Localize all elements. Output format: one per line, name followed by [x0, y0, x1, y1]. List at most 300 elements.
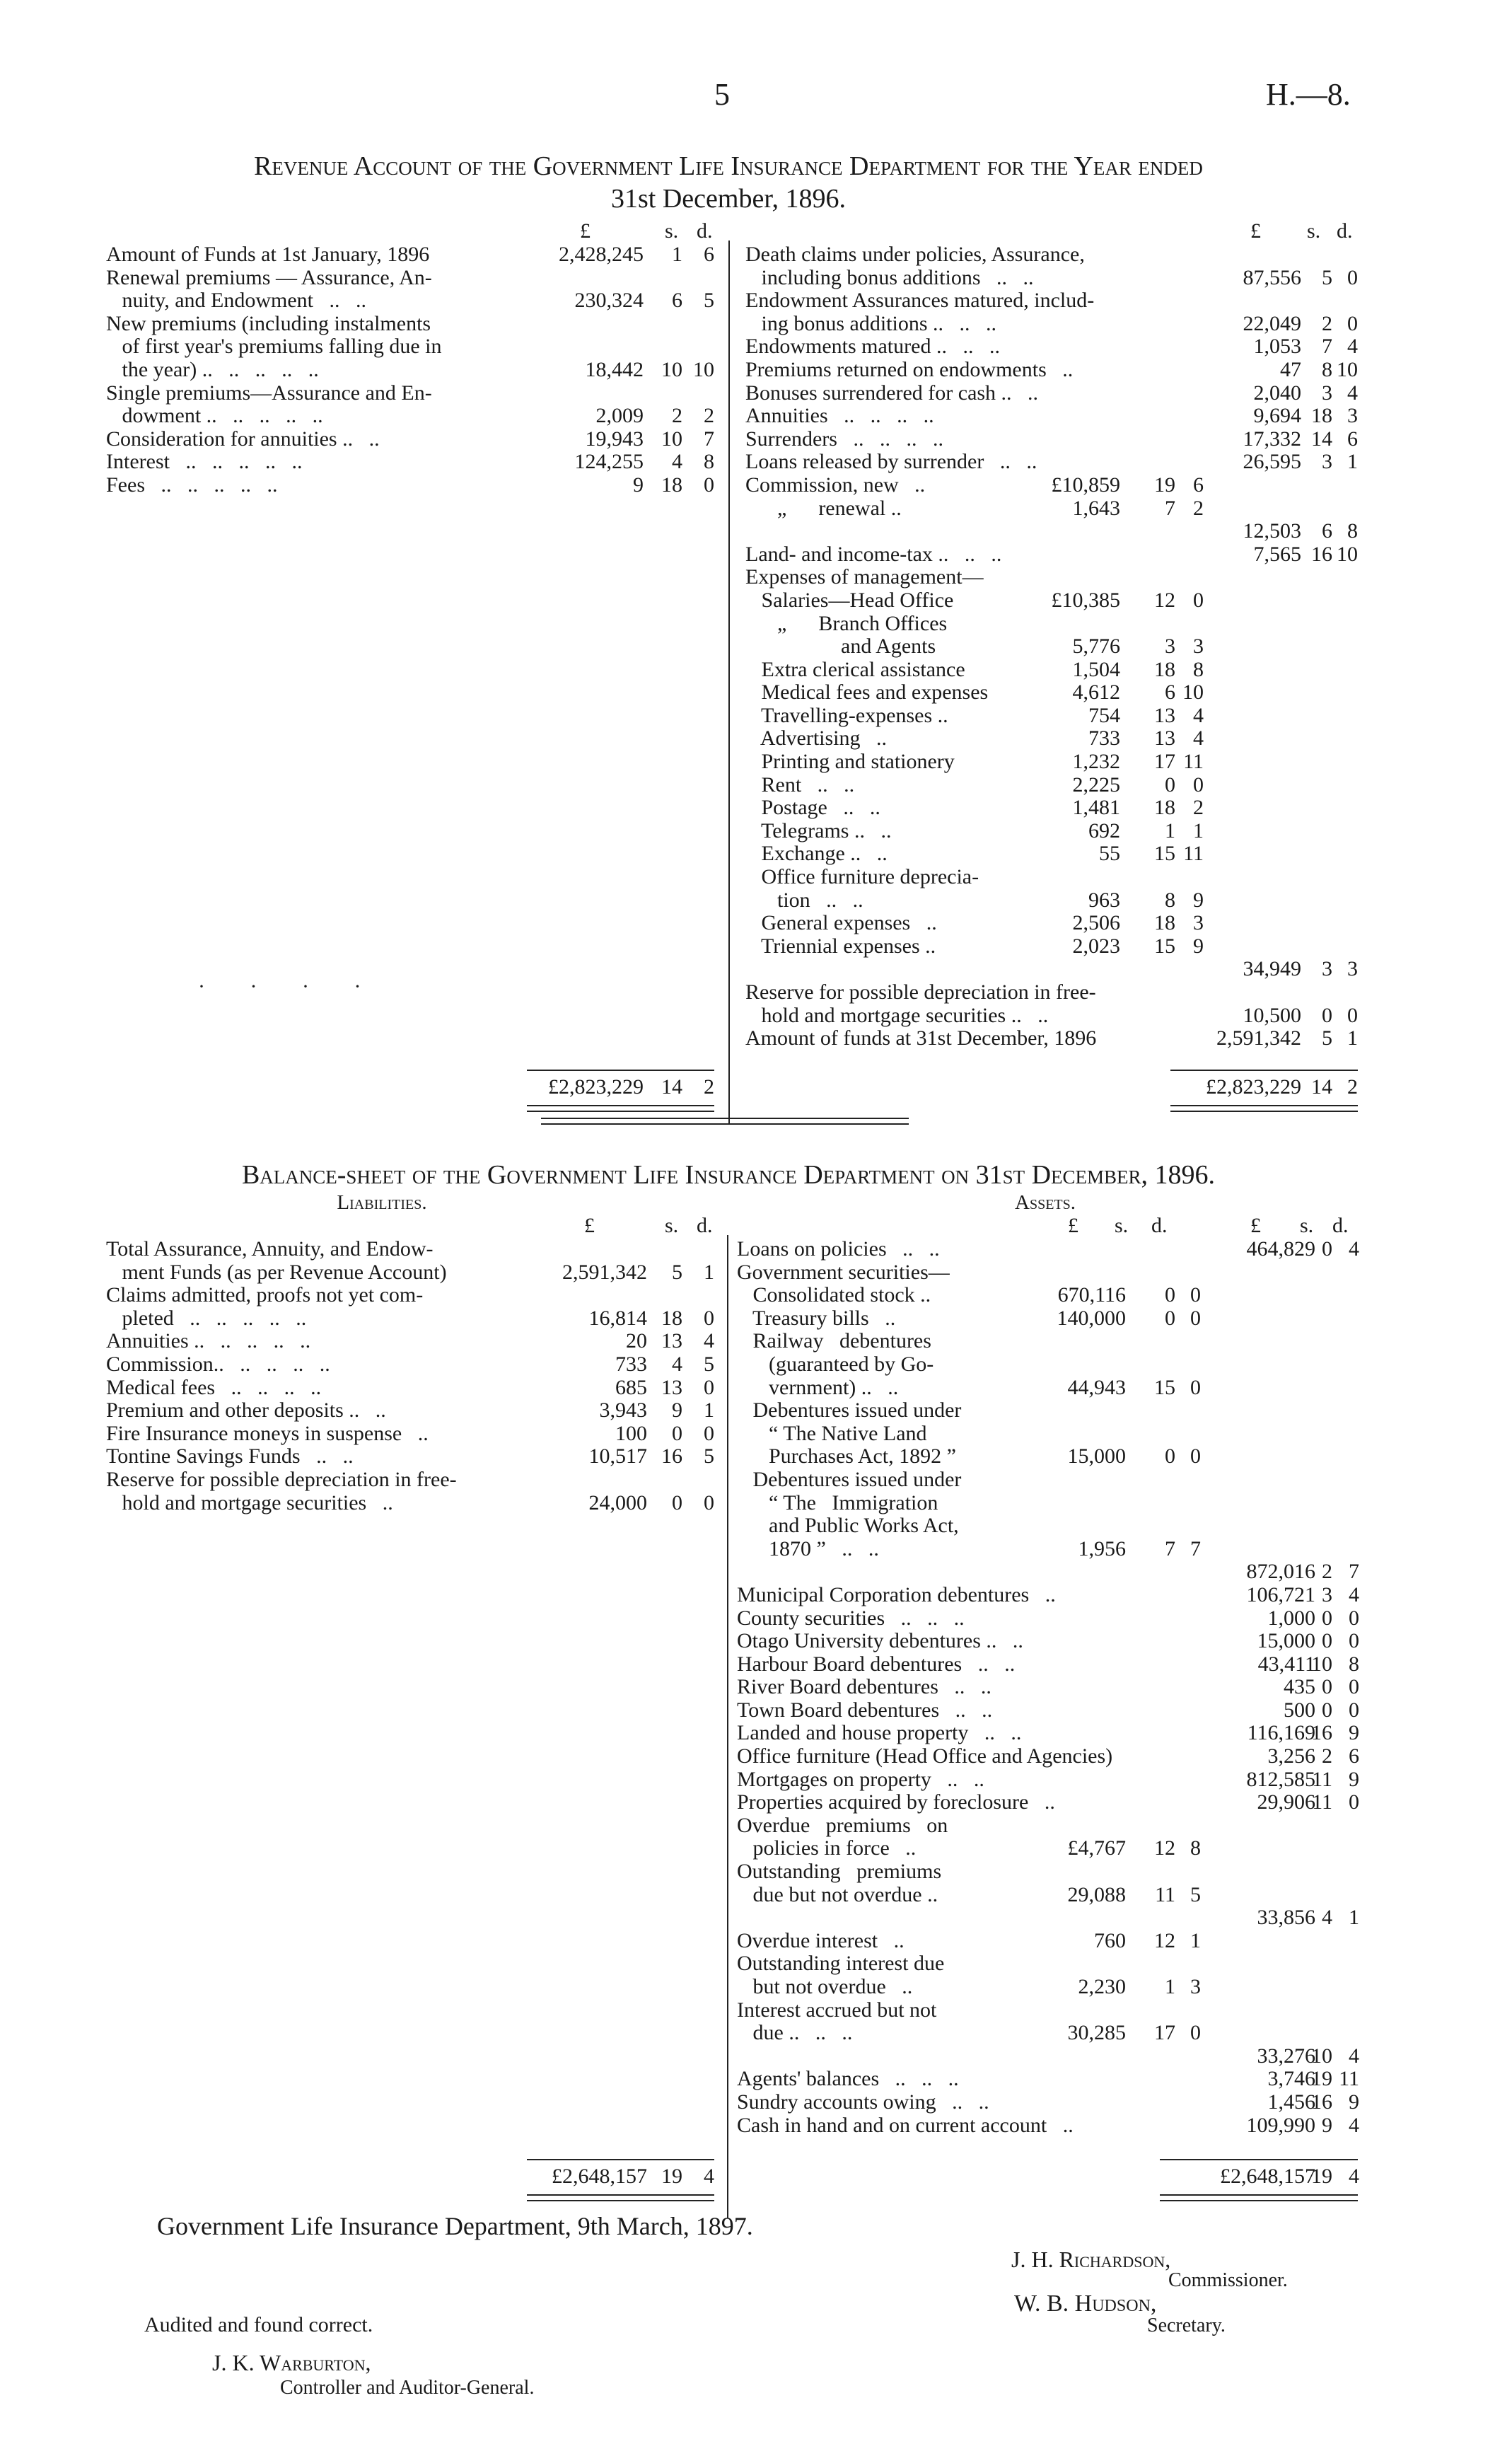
row-label: Salaries—Head Office	[745, 588, 954, 612]
table-row	[737, 1976, 1361, 1999]
pound-header: £	[584, 1214, 595, 1237]
revenue-right-double-rule	[1170, 1105, 1358, 1112]
row-label: Overdue premiums on	[737, 1813, 948, 1837]
pounds: 10,517	[588, 1444, 647, 1469]
row-label: Claims admitted, proofs not yet com-	[106, 1283, 424, 1307]
row-label: Extra clerical assistance	[745, 657, 965, 681]
row-label: Railway debentures	[737, 1329, 931, 1353]
table-row	[737, 1814, 1361, 1838]
pence: 0	[1347, 265, 1358, 289]
table-row	[737, 1653, 1361, 1676]
table-row	[745, 451, 1361, 474]
table-row	[737, 1768, 1361, 1792]
inner-pence: 0	[1193, 588, 1204, 612]
row-label: County securities .. .. ..	[737, 1606, 965, 1630]
inner-pence: 6	[1193, 473, 1204, 497]
inner-pounds: 2,230	[1078, 1975, 1126, 1998]
table-row	[106, 243, 721, 267]
row-label: Rent .. ..	[745, 772, 855, 797]
pounds: 2,591,342	[562, 1260, 647, 1284]
table-row	[106, 1492, 721, 1515]
shillings: 10	[1311, 1652, 1332, 1676]
table-row	[106, 1445, 721, 1469]
row-label: ment Funds (as per Revenue Account)	[106, 1260, 447, 1284]
row-label: but not overdue ..	[737, 1975, 913, 1998]
inner-pence: 11	[1183, 842, 1204, 866]
inner-shillings: 12	[1154, 1928, 1175, 1952]
pounds: 34,949	[1243, 957, 1301, 981]
table-row	[737, 2091, 1361, 2114]
inner-pounds: 2,225	[1072, 772, 1120, 797]
inner-pence: 2	[1193, 496, 1204, 520]
row-label: Debentures issued under	[737, 1398, 962, 1423]
shillings: 4	[1322, 1906, 1332, 1930]
pounds: 22,049	[1243, 311, 1301, 335]
inner-shillings: 17	[1154, 2021, 1175, 2045]
inner-pence: 10	[1182, 680, 1204, 705]
row-label: Travelling-expenses ..	[745, 703, 948, 727]
inner-pence: 1	[1193, 818, 1204, 842]
row-label: Total Assurance, Annuity, and Endow-	[106, 1237, 434, 1261]
inner-pounds: 29,088	[1067, 1882, 1126, 1906]
table-row	[745, 751, 1361, 774]
table-row	[737, 1860, 1361, 1884]
pounds: 3,943	[599, 1398, 647, 1423]
assets-total-rule	[1160, 2159, 1358, 2160]
table-row	[737, 1676, 1361, 1699]
commissioner-name: J. H. Richardson,	[1011, 2247, 1171, 2272]
table-row	[745, 820, 1361, 843]
shillings: 16	[661, 1444, 682, 1469]
inner-pounds: 733	[1088, 726, 1120, 751]
shillings: 0	[1322, 1698, 1332, 1722]
row-label: due .. .. ..	[737, 2021, 853, 2045]
pence: 8	[704, 450, 714, 474]
row-label: policies in force ..	[737, 1836, 917, 1860]
shillings: 9	[672, 1398, 682, 1423]
shillings: 8	[1322, 357, 1332, 381]
row-label: „ renewal ..	[745, 496, 902, 520]
pounds: 1,000	[1267, 1606, 1315, 1630]
pounds: 124,255	[574, 450, 644, 474]
table-row	[106, 1423, 721, 1446]
shillings: 9	[1322, 2113, 1332, 2137]
shillings: 13	[661, 1329, 682, 1353]
table-row	[106, 382, 721, 405]
row-label: Renewal premiums — Assurance, An-	[106, 265, 432, 289]
row-label: Fees .. .. .. .. ..	[106, 473, 278, 497]
shillings: 2	[1322, 1560, 1332, 1584]
pence: 0	[1347, 1003, 1358, 1027]
pence: 4	[1349, 1237, 1359, 1261]
inner-pounds: 963	[1088, 888, 1120, 912]
total-shillings: 19	[661, 2165, 682, 2188]
row-label: Commission.. .. .. .. ..	[106, 1352, 330, 1376]
pence: 5	[704, 1444, 714, 1469]
row-label: General expenses ..	[745, 911, 937, 935]
table-row	[106, 313, 721, 336]
shillings: 2	[1322, 311, 1332, 335]
pence: 0	[1349, 1606, 1359, 1630]
pence: 10	[1337, 542, 1358, 566]
row-label: Sundry accounts owing .. ..	[737, 2090, 989, 2114]
row-label: Loans on policies .. ..	[737, 1237, 940, 1261]
inner-shillings: 12	[1154, 588, 1175, 612]
table-row	[106, 405, 721, 428]
total-pence: 2	[1347, 1075, 1358, 1099]
shillings: 4	[672, 450, 682, 474]
liabilities-heading: Liabilities.	[337, 1191, 427, 1214]
inner-pence: 4	[1193, 703, 1204, 727]
table-row	[106, 1284, 721, 1307]
revenue-bottom-double-rule	[541, 1118, 909, 1125]
shillings: 16	[1311, 542, 1332, 566]
revenue-title: Revenue Account of the Government Life Insurance Department for the Year ended	[254, 151, 1203, 181]
pence: 0	[1349, 1790, 1359, 1814]
table-row	[745, 313, 1361, 336]
row-label: Outstanding interest due	[737, 1952, 945, 1976]
row-label: Consideration for annuities .. ..	[106, 427, 380, 451]
total-pounds: £2,648,157	[1220, 2165, 1315, 2188]
shillings: 2	[672, 404, 682, 428]
table-row	[737, 1330, 1361, 1353]
table-row	[745, 267, 1361, 290]
table-row	[737, 1837, 1361, 1860]
row-label: including bonus additions .. ..	[745, 265, 1034, 289]
inner-shillings: 18	[1154, 796, 1175, 820]
table-row	[737, 1423, 1361, 1446]
row-label: Landed and house property .. ..	[737, 1721, 1022, 1745]
inner-shillings: 0	[1165, 1306, 1175, 1330]
table-row	[737, 1884, 1361, 1907]
shillings: 3	[1322, 381, 1332, 405]
row-label: Bonuses surrendered for cash .. ..	[745, 381, 1039, 405]
inner-pence: 0	[1190, 1444, 1201, 1469]
inner-shillings: 13	[1154, 703, 1175, 727]
table-row	[745, 543, 1361, 567]
table-row	[737, 2045, 1361, 2068]
pounds: 26,595	[1243, 450, 1301, 474]
shillings: 10	[1311, 2044, 1332, 2068]
pence: 8	[1347, 519, 1358, 543]
shillings: 6	[1322, 519, 1332, 543]
shillings: 5	[1322, 1026, 1332, 1050]
revenue-left-total	[106, 1075, 721, 1099]
pence-header: d.	[1332, 1214, 1349, 1237]
row-label: Telegrams .. ..	[745, 818, 892, 842]
pounds: 33,856	[1257, 1906, 1315, 1930]
table-row	[737, 1745, 1361, 1768]
liabilities-double-rule	[527, 2194, 714, 2201]
shillings: 2	[1322, 1744, 1332, 1768]
pounds: 9	[633, 473, 644, 497]
table-row	[737, 1399, 1361, 1423]
pounds: 18,442	[585, 357, 644, 381]
pounds: 733	[615, 1352, 647, 1376]
row-label: Town Board debentures .. ..	[737, 1698, 993, 1722]
table-row	[737, 1952, 1361, 1976]
table-row	[745, 797, 1361, 820]
pence: 4	[1349, 1582, 1359, 1606]
audited-line: Audited and found correct.	[144, 2313, 373, 2336]
inner-pounds: 670,116	[1057, 1283, 1126, 1307]
pounds: 20	[626, 1329, 647, 1353]
pence: 1	[704, 1260, 714, 1284]
shillings: 19	[1311, 2067, 1332, 2091]
shillings-header: s.	[1307, 219, 1321, 243]
table-row	[745, 774, 1361, 797]
shillings: 0	[1322, 1237, 1332, 1261]
row-label: nuity, and Endowment .. ..	[106, 289, 367, 313]
shillings: 13	[661, 1375, 682, 1399]
row-label: Reserve for possible depreciation in free-	[106, 1467, 457, 1491]
assets-heading: Assets.	[1015, 1191, 1076, 1214]
shillings: 5	[672, 1260, 682, 1284]
inner-pence: 9	[1193, 934, 1204, 958]
liabilities-total	[106, 2165, 721, 2189]
pounds: 17,332	[1243, 427, 1301, 451]
table-row	[737, 1560, 1361, 1584]
revenue-left-double-rule	[527, 1105, 714, 1112]
table-row	[106, 335, 721, 359]
revenue-left-total-rule	[527, 1070, 714, 1071]
table-row	[106, 1261, 721, 1285]
revenue-payments-table	[745, 243, 1361, 1050]
pence: 8	[1349, 1652, 1359, 1676]
pence: 9	[1349, 1721, 1359, 1745]
row-label: Triennial expenses ..	[745, 934, 936, 958]
department-date-line: Government Life Insurance Department, 9th March, 1897.	[157, 2212, 753, 2240]
pence: 5	[704, 289, 714, 313]
row-label: Premium and other deposits .. ..	[106, 1398, 386, 1423]
table-row	[737, 1906, 1361, 1930]
row-label: Amount of Funds at 1st January, 1896	[106, 243, 430, 266]
inner-shillings: 6	[1165, 680, 1175, 705]
inner-pounds: 1,643	[1072, 496, 1120, 520]
row-label: 1870 ” .. ..	[737, 1536, 879, 1560]
table-row	[745, 981, 1361, 1004]
shillings: 1	[672, 243, 682, 266]
inner-pounds: 1,956	[1078, 1536, 1126, 1560]
pence: 7	[704, 427, 714, 451]
table-row	[106, 289, 721, 313]
balance-currency-headers	[0, 1214, 1512, 1238]
row-label: Harbour Board debentures .. ..	[737, 1652, 1016, 1676]
revenue-title-date: 31st December, 1896.	[611, 184, 846, 214]
table-row	[106, 1399, 721, 1423]
pounds: 109,990	[1246, 2113, 1315, 2137]
row-label: tion .. ..	[745, 888, 863, 912]
row-label: Cash in hand and on current account ..	[737, 2113, 1074, 2137]
row-label: Properties acquired by foreclosure ..	[737, 1790, 1055, 1814]
row-label: and Public Works Act,	[737, 1514, 959, 1538]
inner-pounds: 5,776	[1072, 635, 1120, 659]
inner-shillings: 7	[1165, 1536, 1175, 1560]
pence: 3	[1347, 404, 1358, 428]
row-label: Mortgages on property .. ..	[737, 1767, 984, 1791]
shillings: 4	[672, 1352, 682, 1376]
pence-header: d.	[1337, 219, 1353, 243]
row-label: ing bonus additions .. .. ..	[745, 311, 997, 335]
table-row	[745, 659, 1361, 682]
row-label: dowment .. .. .. .. ..	[106, 404, 323, 428]
inner-pounds: 44,943	[1067, 1375, 1126, 1399]
shillings: 3	[1322, 957, 1332, 981]
row-label: “ The Immigration	[737, 1490, 938, 1514]
pence: 4	[1347, 381, 1358, 405]
total-pounds: £2,648,157	[552, 2165, 647, 2188]
pence: 4	[1349, 2044, 1359, 2068]
row-label: New premiums (including instalments	[106, 311, 431, 335]
table-row	[737, 1514, 1361, 1538]
row-label: Medical fees .. .. .. ..	[106, 1375, 322, 1399]
row-label: Purchases Act, 1892 ”	[737, 1444, 956, 1469]
pounds: 33,276	[1257, 2044, 1315, 2068]
table-row	[745, 520, 1361, 543]
row-label: „ Branch Offices	[745, 611, 948, 635]
table-row	[737, 1699, 1361, 1722]
shillings: 18	[661, 473, 682, 497]
pence-header: d.	[697, 219, 713, 243]
shillings: 0	[1322, 1003, 1332, 1027]
table-row	[745, 1004, 1361, 1028]
table-row	[745, 1027, 1361, 1050]
row-label: due but not overdue ..	[737, 1882, 938, 1906]
inner-pence: 3	[1193, 911, 1204, 935]
pence-header: d.	[697, 1214, 713, 1237]
table-row	[745, 428, 1361, 451]
pence: 1	[1347, 450, 1358, 474]
table-row	[745, 935, 1361, 958]
table-row	[106, 1238, 721, 1261]
shillings: 16	[1311, 2090, 1332, 2114]
secretary-name: W. B. Hudson,	[1014, 2290, 1157, 2317]
inner-pence: 9	[1193, 888, 1204, 912]
shillings: 0	[672, 1490, 682, 1514]
inner-pence: 11	[1183, 750, 1204, 774]
total-shillings: 14	[1311, 1075, 1332, 1099]
shillings-header: s.	[1115, 1214, 1129, 1237]
inner-pounds: £4,767	[1067, 1836, 1126, 1860]
inner-pence: 1	[1190, 1928, 1201, 1952]
table-row	[737, 1353, 1361, 1377]
table-row	[745, 335, 1361, 359]
pence: 1	[1349, 1906, 1359, 1930]
table-row	[745, 958, 1361, 981]
table-row	[745, 405, 1361, 428]
inner-shillings: 0	[1165, 1283, 1175, 1307]
revenue-receipts-table	[106, 243, 721, 497]
table-row	[106, 1330, 721, 1353]
table-row	[745, 474, 1361, 497]
pence: 2	[704, 404, 714, 428]
row-label: Exchange .. ..	[745, 842, 888, 866]
inner-shillings: 1	[1165, 1975, 1175, 1998]
pounds: 2,591,342	[1216, 1026, 1301, 1050]
row-label: Treasury bills ..	[737, 1306, 896, 1330]
row-label: Interest .. .. .. .. ..	[106, 450, 303, 474]
pence: 0	[704, 1306, 714, 1330]
row-label: Land- and income-tax .. .. ..	[745, 542, 1002, 566]
revenue-right-total	[745, 1075, 1361, 1099]
pence: 9	[1349, 1767, 1359, 1791]
pence: 6	[1347, 427, 1358, 451]
inner-shillings: 18	[1154, 911, 1175, 935]
table-row	[745, 727, 1361, 751]
pounds: 464,829	[1246, 1237, 1315, 1261]
revenue-center-rule	[728, 241, 730, 1125]
row-label: Amount of funds at 31st December, 1896	[745, 1026, 1097, 1050]
pence: 10	[693, 357, 714, 381]
table-row	[745, 613, 1361, 636]
total-pence: 4	[1349, 2165, 1359, 2188]
row-label: Postage .. ..	[745, 796, 880, 820]
row-label: Death claims under policies, Assurance,	[745, 243, 1085, 266]
table-row	[737, 1930, 1361, 1953]
table-row	[737, 1584, 1361, 1607]
pounds: 106,721	[1246, 1582, 1315, 1606]
pence: 1	[704, 1398, 714, 1423]
pound-header: £	[580, 219, 591, 243]
shillings: 16	[1311, 1721, 1332, 1745]
row-label: Office furniture (Head Office and Agencies)	[737, 1744, 1113, 1768]
pounds: 812,585	[1246, 1767, 1315, 1791]
table-row	[745, 566, 1361, 589]
table-row	[737, 1538, 1361, 1561]
inner-pounds: 140,000	[1057, 1306, 1126, 1330]
row-label: Reserve for possible depreciation in free-	[745, 980, 1096, 1004]
row-label: Consolidated stock ..	[737, 1283, 931, 1307]
table-row	[745, 243, 1361, 267]
table-row	[737, 1607, 1361, 1630]
inner-pounds: 2,506	[1072, 911, 1120, 935]
table-row	[106, 1377, 721, 1400]
table-row	[737, 1469, 1361, 1492]
pence: 0	[704, 473, 714, 497]
pounds: 100	[615, 1421, 647, 1445]
total-pounds: £2,823,229	[1206, 1075, 1301, 1099]
table-row	[745, 497, 1361, 521]
row-label: Printing and stationery	[745, 750, 955, 774]
liabilities-total-rule	[527, 2159, 714, 2160]
row-label: Medical fees and expenses	[745, 680, 989, 705]
row-label: Debentures issued under	[737, 1467, 962, 1491]
pounds: 87,556	[1243, 265, 1301, 289]
shillings: 3	[1322, 1582, 1332, 1606]
pounds: 500	[1284, 1698, 1315, 1722]
shillings: 11	[1312, 1767, 1332, 1791]
pence: 5	[704, 1352, 714, 1376]
table-row	[737, 1284, 1361, 1307]
pound-header: £	[1250, 219, 1261, 243]
row-label: Endowments matured .. .. ..	[745, 335, 1000, 359]
shillings-header: s.	[665, 219, 679, 243]
inner-pounds: 692	[1088, 818, 1120, 842]
table-row	[737, 2114, 1361, 2138]
row-label: Annuities .. .. .. ..	[745, 404, 934, 428]
shillings: 3	[1322, 450, 1332, 474]
pounds: 29,906	[1257, 1790, 1315, 1814]
pounds: 2,040	[1253, 381, 1301, 405]
table-row	[745, 359, 1361, 382]
pounds: 19,943	[585, 427, 644, 451]
pence: 11	[1339, 2067, 1359, 2091]
inner-pence: 3	[1190, 1975, 1201, 1998]
row-label: Office furniture deprecia-	[745, 865, 979, 889]
inner-shillings: 12	[1154, 1836, 1175, 1860]
row-label: Advertising ..	[745, 726, 887, 751]
commissioner-title: Commissioner.	[1168, 2269, 1288, 2291]
